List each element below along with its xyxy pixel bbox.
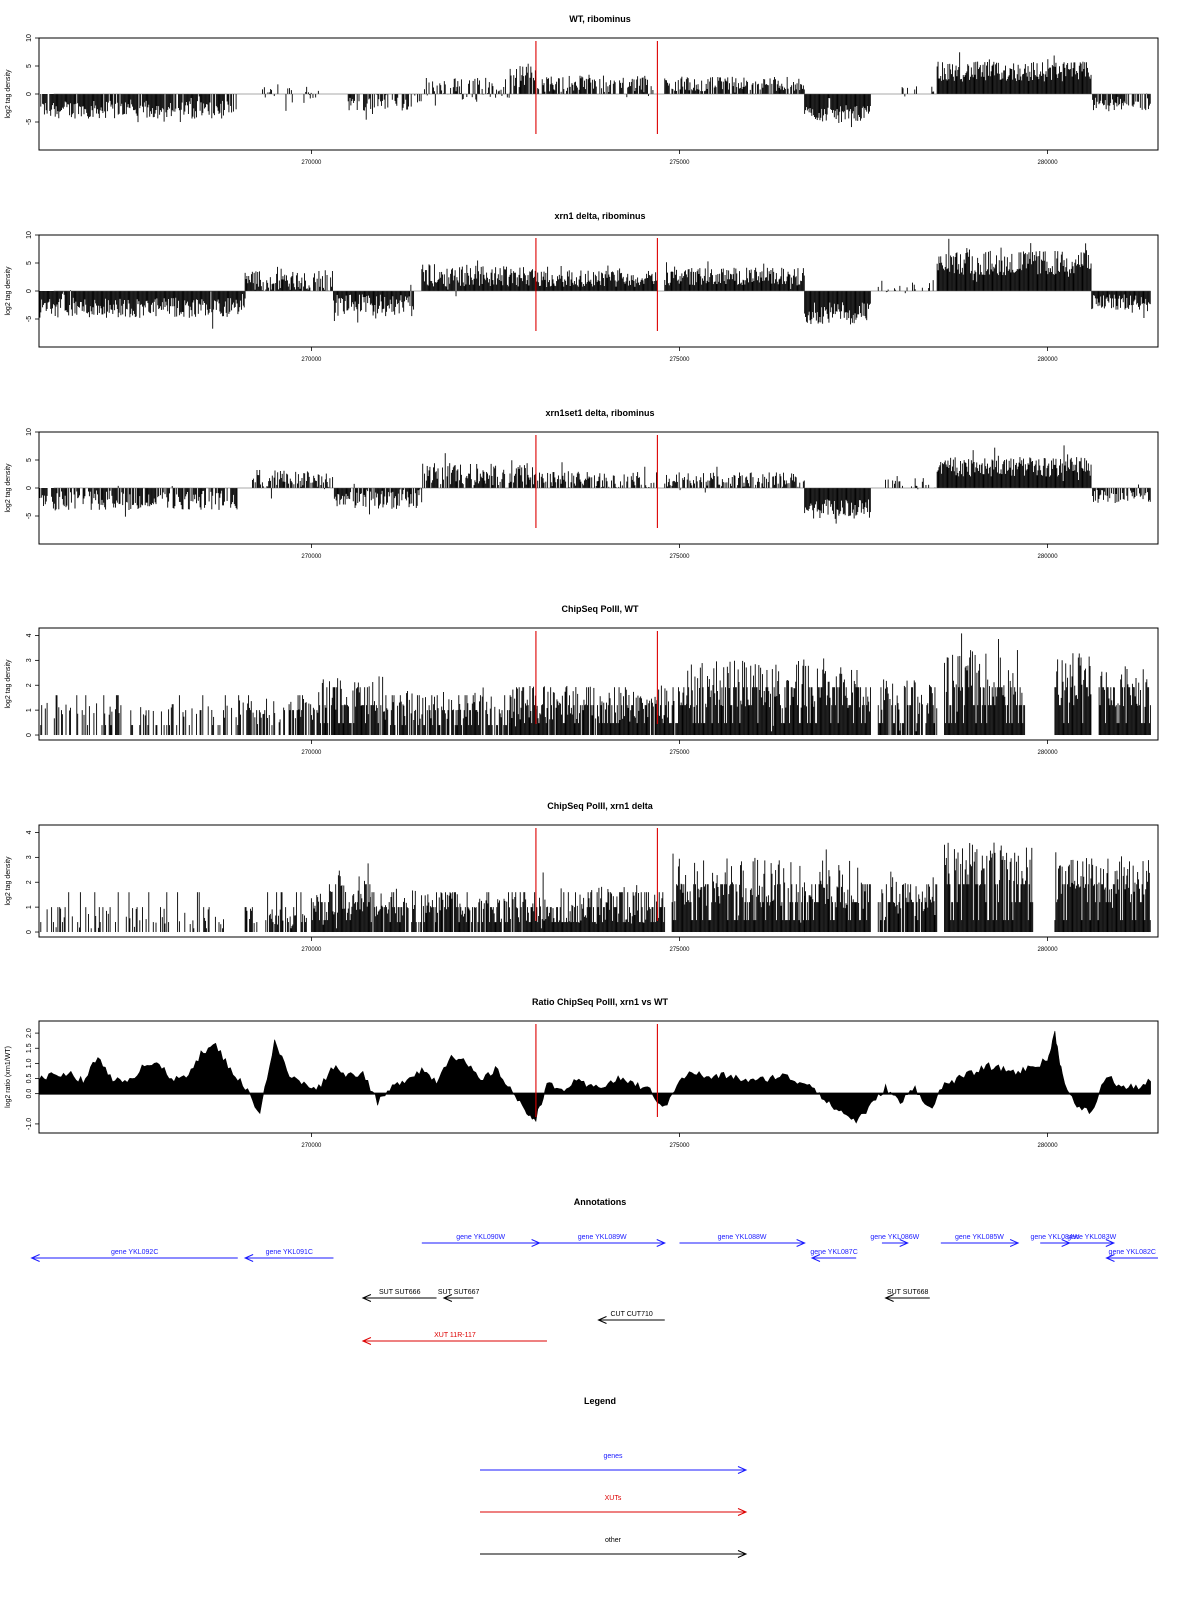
y-tick-label: 5: [26, 64, 33, 68]
y-axis-label: log2 tag density: [5, 69, 12, 119]
panel-1: [5, 14, 1158, 166]
x-tick-label: 280000: [1037, 947, 1058, 953]
data-layer: [41, 843, 1150, 932]
x-tick-label: 280000: [1037, 357, 1058, 363]
y-tick-label: 1: [26, 708, 33, 713]
panel-title: WT, ribominus: [569, 14, 631, 24]
y-tick-label: -1.0: [26, 1117, 33, 1130]
y-tick-label: 0.0: [26, 1088, 33, 1099]
panel-6: [5, 997, 1158, 1149]
y-tick-label: 0.5: [26, 1073, 33, 1084]
panel-title: xrn1 delta, ribominus: [554, 211, 646, 221]
y-tick-label: 0: [26, 486, 33, 490]
panel-title: Ratio ChipSeq PolII, xrn1 vs WT: [531, 997, 669, 1007]
y-tick-label: 5: [26, 261, 33, 265]
y-tick-label: -5: [26, 315, 33, 323]
y-tick-label: 0: [26, 289, 33, 293]
x-tick-label: 275000: [669, 160, 690, 166]
y-tick-label: -5: [26, 118, 33, 126]
data-layer: [39, 239, 1151, 329]
panel-2: [5, 211, 1158, 363]
panel-3: [5, 408, 1158, 560]
y-tick-label: 1: [26, 905, 33, 910]
panel-title: xrn1set1 delta, ribominus: [545, 408, 655, 418]
x-tick-label: 270000: [301, 160, 322, 166]
panel-title: ChipSeq PolII, xrn1 delta: [547, 801, 653, 811]
y-tick-label: 10: [26, 231, 33, 239]
y-axis-label: log2 ratio (xrn1/WT): [5, 1046, 12, 1108]
y-tick-label: 10: [26, 34, 33, 42]
data-layer: [39, 52, 1151, 127]
y-tick-label: 5: [26, 458, 33, 462]
x-tick-label: 275000: [669, 554, 690, 560]
panel-title: ChipSeq PolII, WT: [561, 604, 639, 614]
x-tick-label: 270000: [301, 947, 322, 953]
y-axis-label: log2 tag density: [5, 856, 12, 906]
y-axis-label: log2 tag density: [5, 266, 12, 316]
x-tick-label: 270000: [301, 357, 322, 363]
y-tick-label: 4: [26, 633, 33, 638]
x-tick-label: 275000: [669, 947, 690, 953]
data-layer: [39, 445, 1151, 523]
y-tick-label: 4: [26, 830, 33, 835]
x-tick-label: 275000: [669, 357, 690, 363]
y-axis-label: log2 tag density: [5, 659, 12, 709]
panel-5: [5, 801, 1158, 953]
y-tick-label: 3: [26, 855, 33, 860]
x-tick-label: 280000: [1037, 160, 1058, 166]
x-tick-label: 270000: [301, 750, 322, 756]
y-tick-label: 0: [26, 92, 33, 96]
y-tick-label: 1.5: [26, 1043, 33, 1054]
data-layer: [41, 633, 1151, 735]
y-tick-label: 10: [26, 428, 33, 436]
y-tick-label: 1.0: [26, 1058, 33, 1069]
y-tick-label: 3: [26, 658, 33, 663]
y-tick-label: 0: [26, 733, 33, 737]
x-tick-label: 280000: [1037, 554, 1058, 560]
y-tick-label: -5: [26, 512, 33, 520]
y-axis-label: log2 tag density: [5, 463, 12, 513]
x-tick-label: 275000: [669, 750, 690, 756]
y-tick-label: 2: [26, 683, 33, 688]
panel-4: [5, 604, 1158, 756]
y-tick-label: 2: [26, 880, 33, 885]
x-tick-label: 270000: [301, 554, 322, 560]
x-tick-label: 280000: [1037, 750, 1058, 756]
y-tick-label: 0: [26, 930, 33, 934]
